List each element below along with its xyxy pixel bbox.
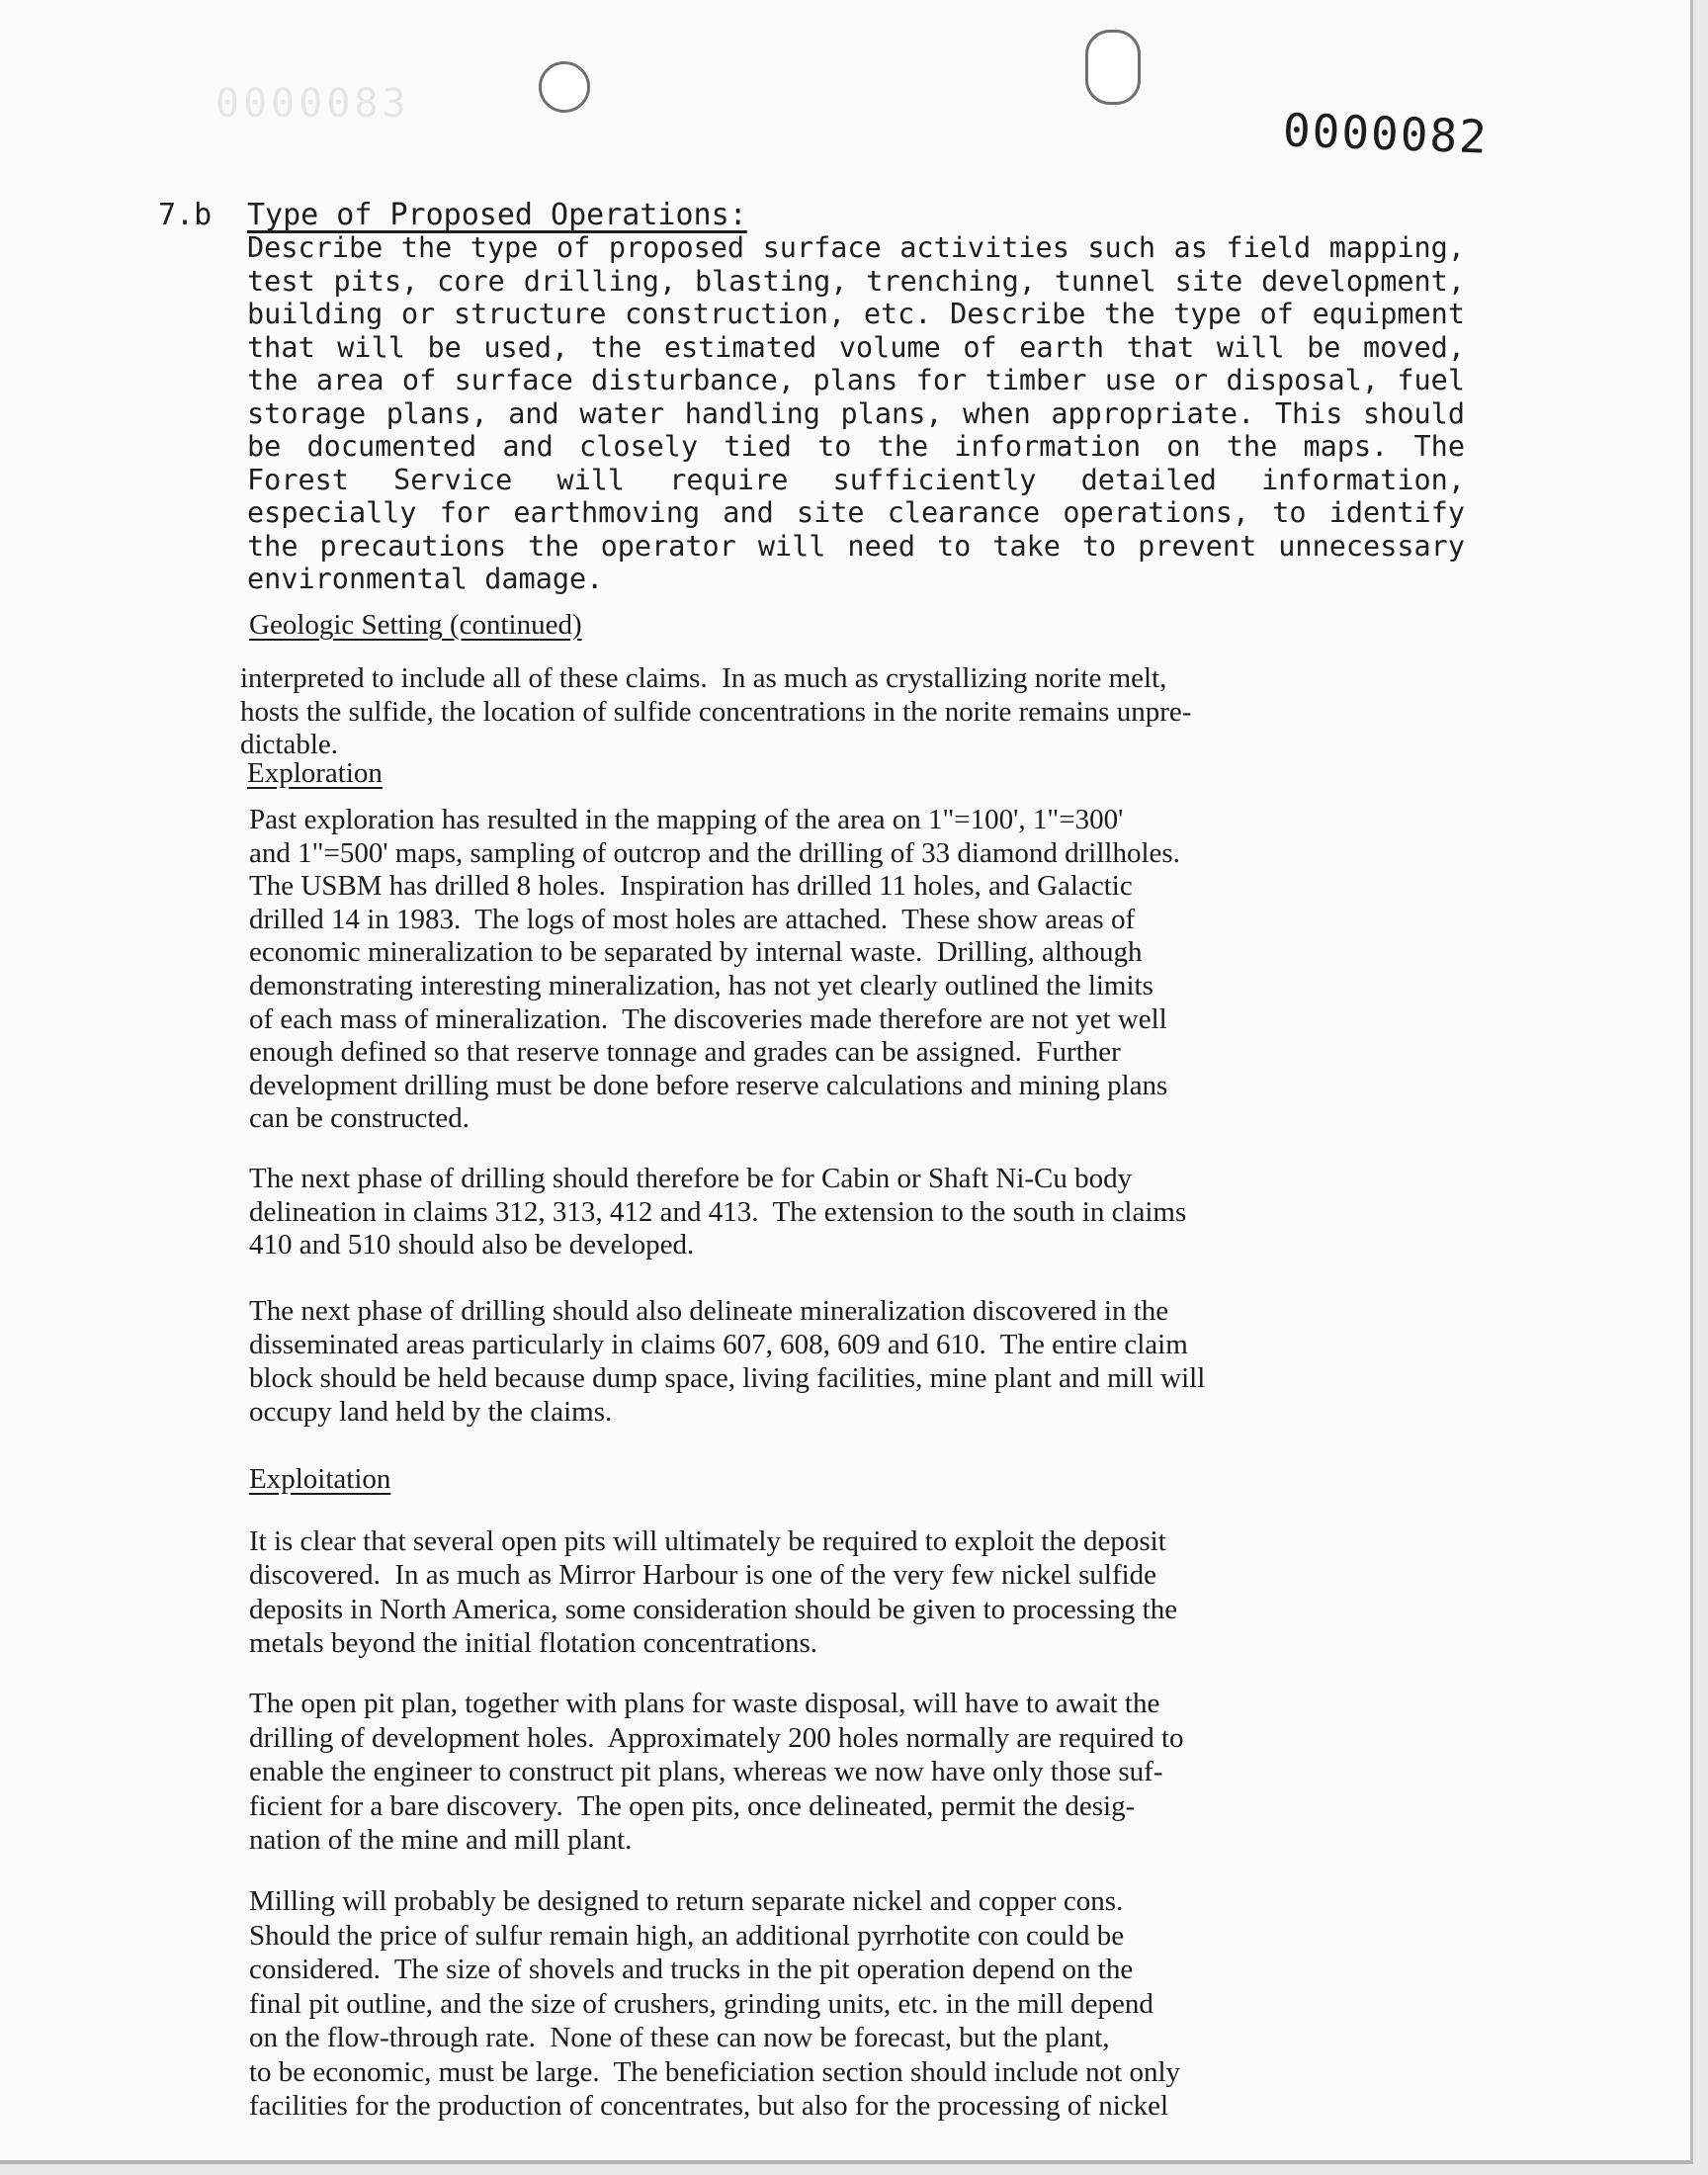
text-line: It is clear that several open pits will ultimately be required to exploit the deposit xyxy=(249,1525,1166,1557)
text-line: and 1"=500' maps, sampling of outcrop and the drilling of 33 diamond drillholes. xyxy=(249,836,1180,869)
text-line: enable the engineer to construct pit plans, whereas we now have only those suf- xyxy=(249,1756,1163,1787)
text-line: delineation in claims 312, 313, 412 and 413. The extension to the south in claims xyxy=(249,1195,1187,1228)
text-line: enough defined so that reserve tonnage and grades can be assigned. Further xyxy=(249,1036,1121,1069)
text-line: The next phase of drilling should also delineate mineralization discovered in the xyxy=(249,1295,1169,1327)
text-line: Milling will probably be designed to return separate nickel and copper cons. xyxy=(249,1885,1124,1917)
exploration-paragraph-3 xyxy=(249,1294,1603,1429)
text-line: drilling of development holes. Approximately 200 holes normally are required to xyxy=(249,1721,1184,1754)
exploration-paragraph-2 xyxy=(249,1163,1603,1262)
text-line: 410 and 510 should also be developed. xyxy=(249,1229,695,1261)
text-line: considered. The size of shovels and trucks in the pit operation depend on the xyxy=(249,1954,1134,1985)
text-line: ficient for a bare discovery. The open pits, once delineated, permit the desig- xyxy=(249,1789,1136,1822)
text-line: economic mineralization to be separated by internal waste. Drilling, although xyxy=(249,936,1143,969)
punch-hole-right xyxy=(1085,30,1141,105)
section-instructions: Describe the type of proposed surface activities such as field mapping, test pits, core drilling, blasting, trenching, tunnel site development, building or structure construction, etc. Describe the type of equipment that will be used, the estimated volume of earth that will be moved, the area of surface disturbance, plans for timber use or disposal, fuel storage plans, and water handling plans, when appropriate. This should be documented and closely tied to the information on the maps. The Forest Service will require sufficiently detailed information, especially for earthmoving and site clearance operations, to identify the precautions the operator will need to take to prevent unnecessary environmental damage. xyxy=(247,231,1465,595)
text-line: can be constructed. xyxy=(249,1102,470,1135)
bleed-through-number: 0000083 xyxy=(215,81,410,127)
exploitation-paragraph-1 xyxy=(249,1524,1603,1660)
exploration-paragraph-1 xyxy=(249,804,1603,1136)
text-line: The USBM has drilled 8 holes. Inspiration has drilled 11 holes, and Galactic xyxy=(249,870,1133,903)
document-number-stamp: 0000082 xyxy=(1282,103,1490,164)
punch-hole-left xyxy=(539,61,590,113)
text-line: nation of the mine and mill plant. xyxy=(249,1824,633,1856)
text-line: occupy land held by the claims. xyxy=(249,1396,613,1428)
text-line: discovered. In as much as Mirror Harbour is one of the very few nickel sulfide xyxy=(249,1559,1157,1592)
text-line: facilities for the production of concentrates, but also for the processing of nickel xyxy=(249,2090,1169,2122)
geologic-heading: Geologic Setting (continued) xyxy=(249,609,582,641)
text-line: on the flow-through rate. None of these can now be forecast, but the plant, xyxy=(249,2022,1110,2053)
text-line: demonstrating interesting mineralization, has not yet clearly outlined the limits xyxy=(249,969,1153,1001)
section-number: 7.b xyxy=(158,198,213,232)
text-line: Should the price of sulfur remain high, an additional pyrrhotite con could be xyxy=(249,1919,1125,1952)
text-line: disseminated areas particularly in claims 607, 608, 609 and 610. The entire claim xyxy=(249,1329,1188,1360)
text-line: drilled 14 in 1983. The logs of most holes are attached. These show areas of xyxy=(249,903,1136,935)
text-line: development drilling must be done before reserve calculations and mining plans xyxy=(249,1069,1168,1101)
exploitation-paragraph-3 xyxy=(249,1884,1603,2124)
text-line: Past exploration has resulted in the mapping of the area on 1"=100', 1"=300' xyxy=(249,804,1124,835)
text-line: to be economic, must be large. The beneficiation section should include not only xyxy=(249,2055,1181,2088)
exploitation-heading: Exploitation xyxy=(249,1463,391,1495)
text-line: block should be held because dump space, living facilities, mine plant and mill will xyxy=(249,1362,1206,1394)
exploration-heading: Exploration xyxy=(247,757,383,789)
text-line: of each mass of mineralization. The discoveries made therefore are not yet well xyxy=(249,1002,1167,1035)
exploitation-paragraph-2 xyxy=(249,1687,1603,1858)
text-line: The next phase of drilling should therefore be for Cabin or Shaft Ni-Cu body xyxy=(249,1163,1133,1194)
geologic-text xyxy=(240,662,1191,762)
text-line: deposits in North America, some consideration should be given to processing the xyxy=(249,1593,1178,1625)
text-line: final pit outline, and the size of crushers, grinding units, etc. in the mill depend xyxy=(249,1987,1153,2020)
text-line: The open pit plan, together with plans for waste disposal, will have to await the xyxy=(249,1688,1160,1719)
text-line: metals beyond the initial flotation concentrations. xyxy=(249,1626,818,1659)
text-line: hosts the sulfide, the location of sulfide concentrations in the norite remains unpre- xyxy=(240,695,1192,728)
text-line: dictable. xyxy=(240,729,339,760)
text-line: interpreted to include all of these claims. In as much as crystallizing norite melt, xyxy=(240,662,1167,694)
section-title: Type of Proposed Operations: xyxy=(247,198,747,232)
